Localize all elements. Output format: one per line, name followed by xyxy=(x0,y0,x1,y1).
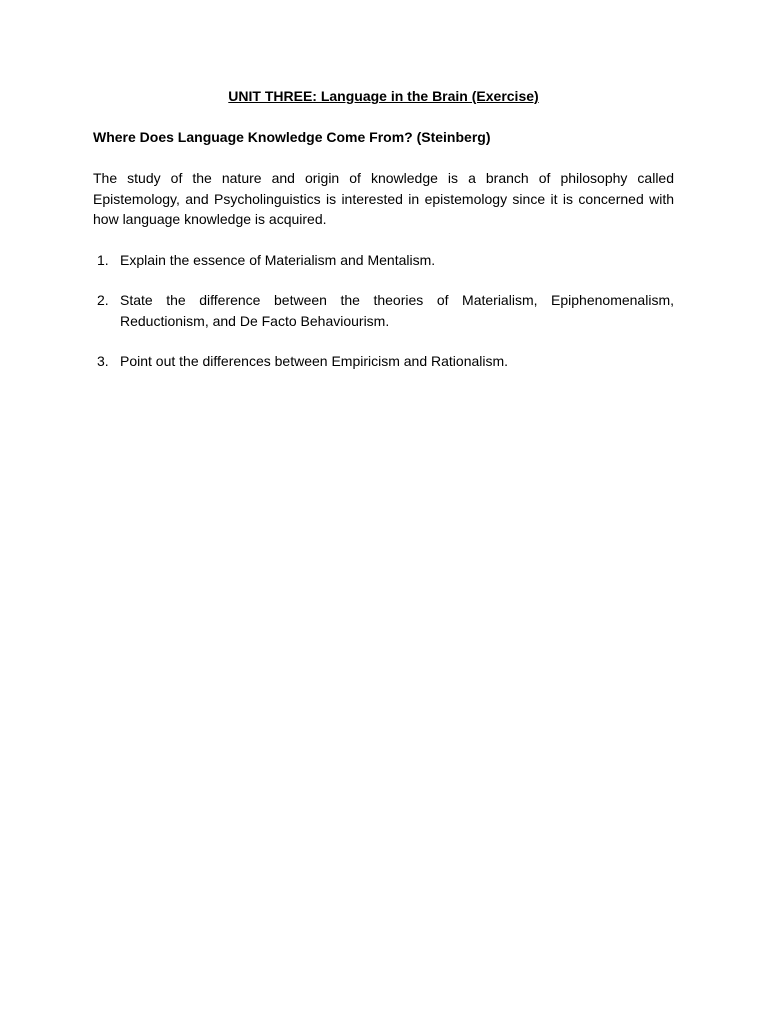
question-list xyxy=(93,250,674,372)
question-number: 3. xyxy=(97,353,109,369)
document-title xyxy=(93,86,674,106)
document-content xyxy=(93,86,674,392)
section-heading: Where Does Language Knowledge Come From? (Steinberg) xyxy=(93,129,491,145)
document-title-text: UNIT THREE: Language in the Brain (Exercise) xyxy=(228,88,539,104)
question-item xyxy=(93,351,674,372)
question-text: State the difference between the theories of Materialism, Epiphenomenalism, Reductionism, and De Facto Behaviourism. xyxy=(120,292,674,329)
question-text: Point out the differences between Empiricism and Rationalism. xyxy=(120,353,509,369)
question-text: Explain the essence of Materialism and Mentalism. xyxy=(120,251,436,268)
question-item xyxy=(93,250,674,271)
intro-paragraph: The study of the nature and origin of knowledge is a branch of philosophy called Epistemology, and Psycholinguistics is interested in epistemology since it is concerned with how language knowledge is acquired. xyxy=(93,170,674,227)
question-number: 1. xyxy=(97,251,109,268)
question-number: 2. xyxy=(97,292,109,308)
question-item xyxy=(93,290,674,331)
